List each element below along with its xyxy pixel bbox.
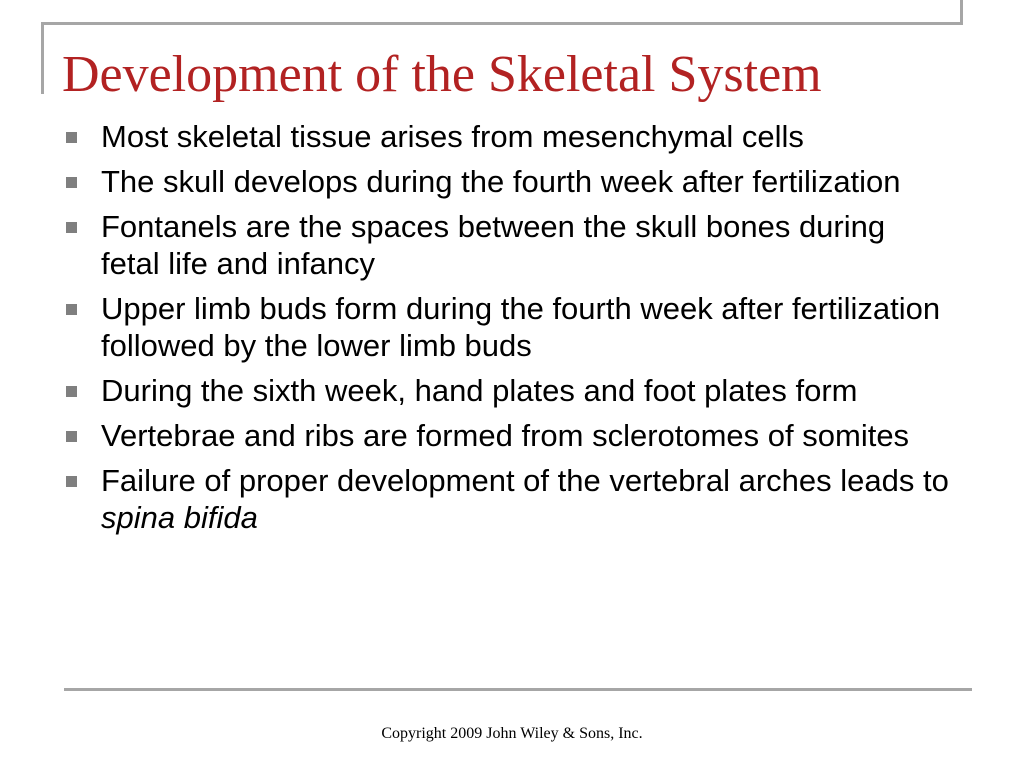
slide-title: Development of the Skeletal System: [62, 46, 822, 103]
bullet-item: [62, 208, 952, 282]
square-bullet-icon: [66, 304, 77, 315]
frame-rule-top: [41, 22, 963, 25]
square-bullet-icon: [66, 476, 77, 487]
bullet-text: Vertebrae and ribs are formed from sclerotomes of somites: [101, 418, 910, 453]
bullet-text: Most skeletal tissue arises from mesenchymal cells: [101, 119, 804, 154]
bullet-text: Fontanels are the spaces between the skull bones during fetal life and infancy: [101, 209, 886, 281]
square-bullet-icon: [66, 222, 77, 233]
frame-rule-bottom: [64, 688, 972, 691]
frame-rule-right: [960, 0, 963, 25]
bullet-item: [62, 462, 952, 536]
bullet-text: Upper limb buds form during the fourth week after fertilization followed by the lower limb buds: [101, 291, 941, 363]
frame-rule-left: [41, 22, 44, 94]
bullet-list: [62, 118, 952, 544]
square-bullet-icon: [66, 386, 77, 397]
square-bullet-icon: [66, 431, 77, 442]
footer-text: Copyright 2009 John Wiley & Sons, Inc.: [381, 725, 643, 742]
bullet-item: [62, 163, 952, 200]
bullet-text: The skull develops during the fourth week after fertilization: [101, 164, 901, 199]
bullet-item: [62, 417, 952, 454]
bullet-item: [62, 118, 952, 155]
square-bullet-icon: [66, 132, 77, 143]
bullet-text: During the sixth week, hand plates and foot plates form: [101, 373, 858, 408]
bullet-text: Failure of proper development of the vertebral arches leads to: [101, 463, 949, 498]
bullet-item: [62, 372, 952, 409]
bullet-item: [62, 290, 952, 364]
footer-copyright: [0, 725, 1024, 743]
square-bullet-icon: [66, 177, 77, 188]
bullet-text-italic-term: spina bifida: [101, 500, 258, 535]
